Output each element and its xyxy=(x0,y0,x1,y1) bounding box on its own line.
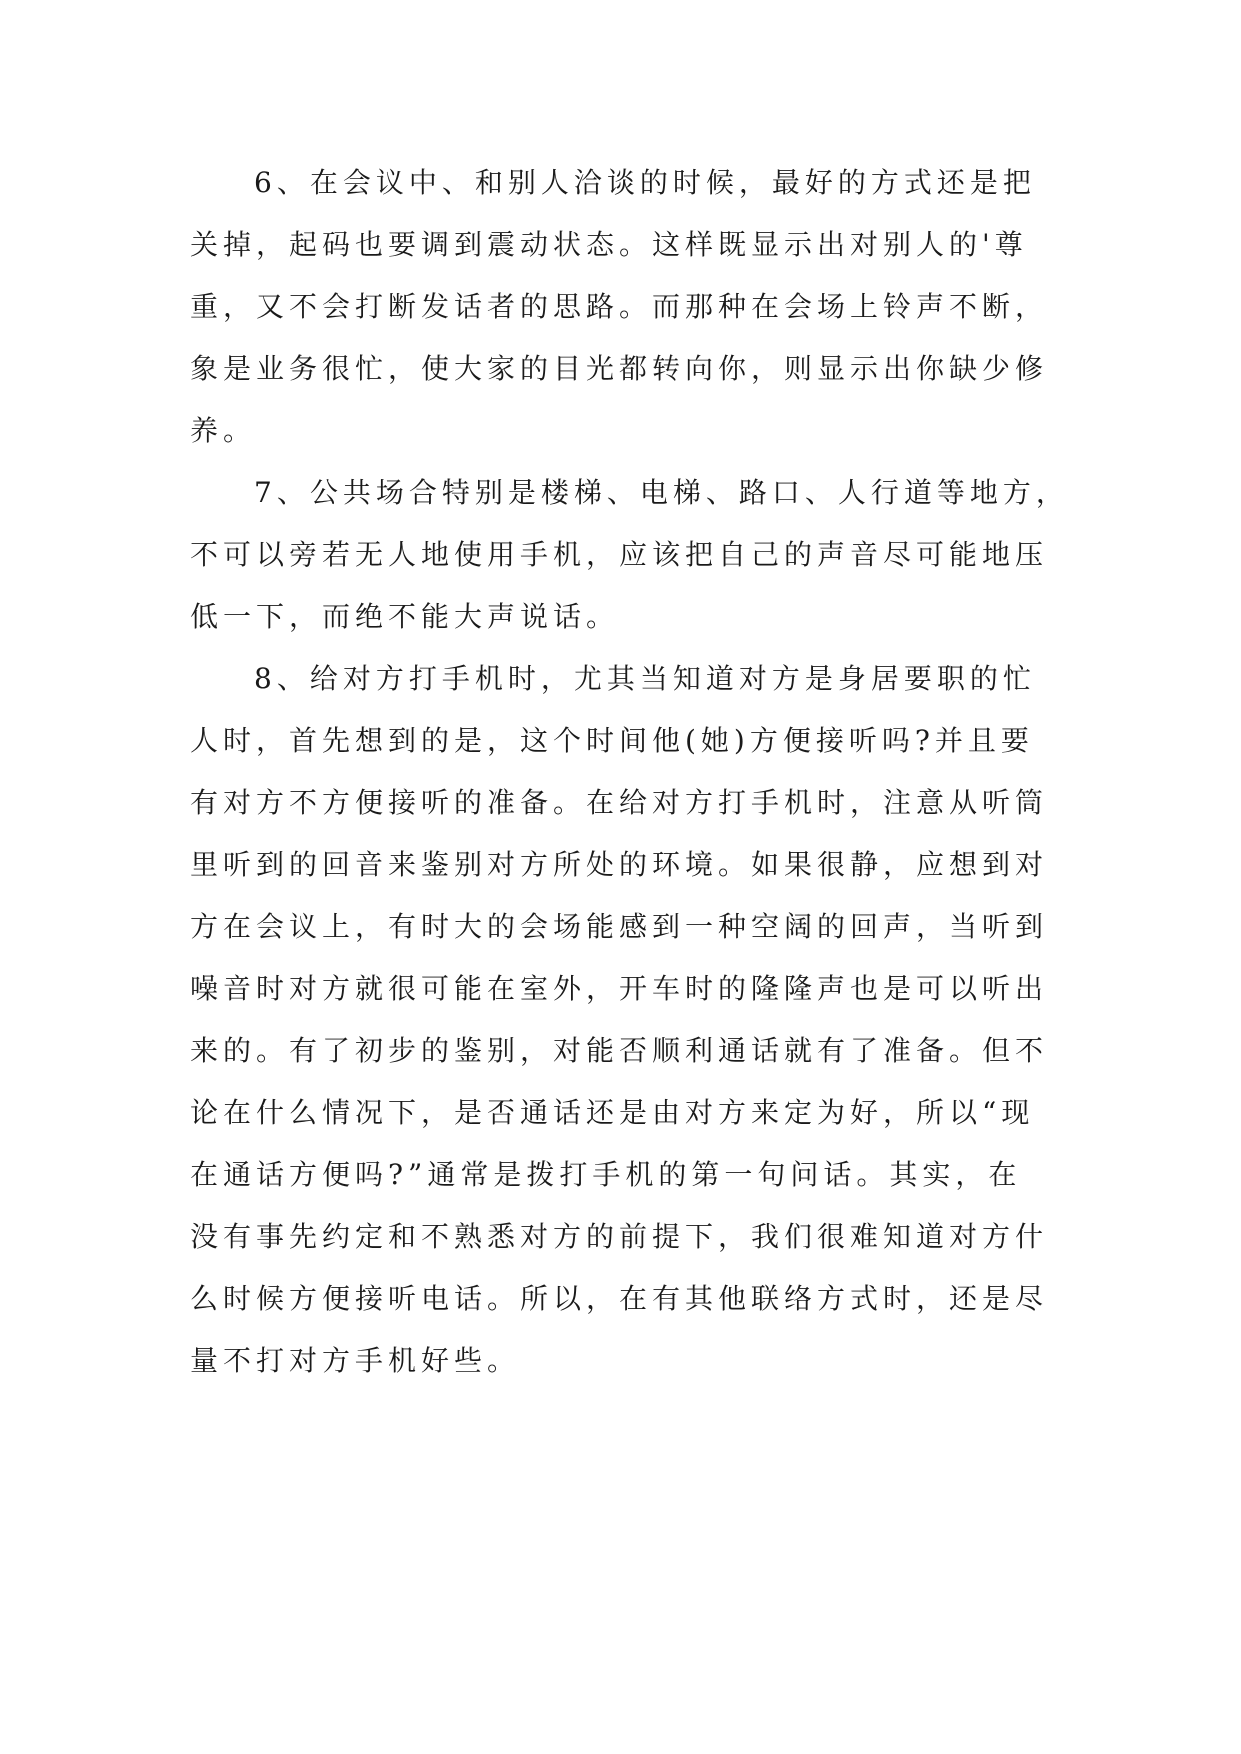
paragraph-line: 低一下，而绝不能大声说话。 xyxy=(190,600,620,633)
paragraph-7 xyxy=(190,462,1069,648)
paragraph-line: 7、公共场合特别是楼梯、电梯、路口、人行道等地方， xyxy=(254,476,1069,509)
paragraph-line: 论在什么情况下，是否通话还是由对方来定为好，所以“现 xyxy=(190,1096,1035,1129)
paragraph-line: 里听到的回音来鉴别对方所处的环境。如果很静，应想到对 xyxy=(190,848,1049,881)
paragraph-line: 噪音时对方就很可能在室外，开车时的隆隆声也是可以听出 xyxy=(190,972,1049,1005)
paragraph-line: 不可以旁若无人地使用手机，应该把自己的声音尽可能地压 xyxy=(190,538,1049,571)
paragraph-6 xyxy=(190,152,1052,462)
paragraph-line: 关掉，起码也要调到震动状态。这样既显示出对别人的'尊 xyxy=(190,228,1028,261)
paragraph-line: 人时，首先想到的是，这个时间他(她)方便接听吗?并且要 xyxy=(190,724,1034,757)
paragraph-8 xyxy=(190,648,1052,1392)
paragraph-line: 养。 xyxy=(190,414,257,447)
paragraph-line: 有对方不方便接听的准备。在给对方打手机时，注意从听筒 xyxy=(190,786,1049,819)
paragraph-line: 重，又不会打断发话者的思路。而那种在会场上铃声不断， xyxy=(190,290,1049,323)
paragraph-line: 8、给对方打手机时，尤其当知道对方是身居要职的忙 xyxy=(254,662,1036,695)
paragraph-line: 量不打对方手机好些。 xyxy=(190,1344,521,1377)
document-body xyxy=(190,152,1069,1392)
paragraph-line: 象是业务很忙，使大家的目光都转向你，则显示出你缺少修 xyxy=(190,352,1049,385)
paragraph-line: 方在会议上，有时大的会场能感到一种空阔的回声，当听到 xyxy=(190,910,1049,943)
paragraph-line: 么时候方便接听电话。所以，在有其他联络方式时，还是尽 xyxy=(190,1282,1049,1315)
paragraph-line: 没有事先约定和不熟悉对方的前提下，我们很难知道对方什 xyxy=(190,1220,1049,1253)
paragraph-line: 在通话方便吗?”通常是拨打手机的第一句问话。其实，在 xyxy=(190,1158,1022,1191)
paragraph-line: 6、在会议中、和别人洽谈的时候，最好的方式还是把 xyxy=(254,166,1036,199)
paragraph-line: 来的。有了初步的鉴别，对能否顺利通话就有了准备。但不 xyxy=(190,1034,1049,1067)
